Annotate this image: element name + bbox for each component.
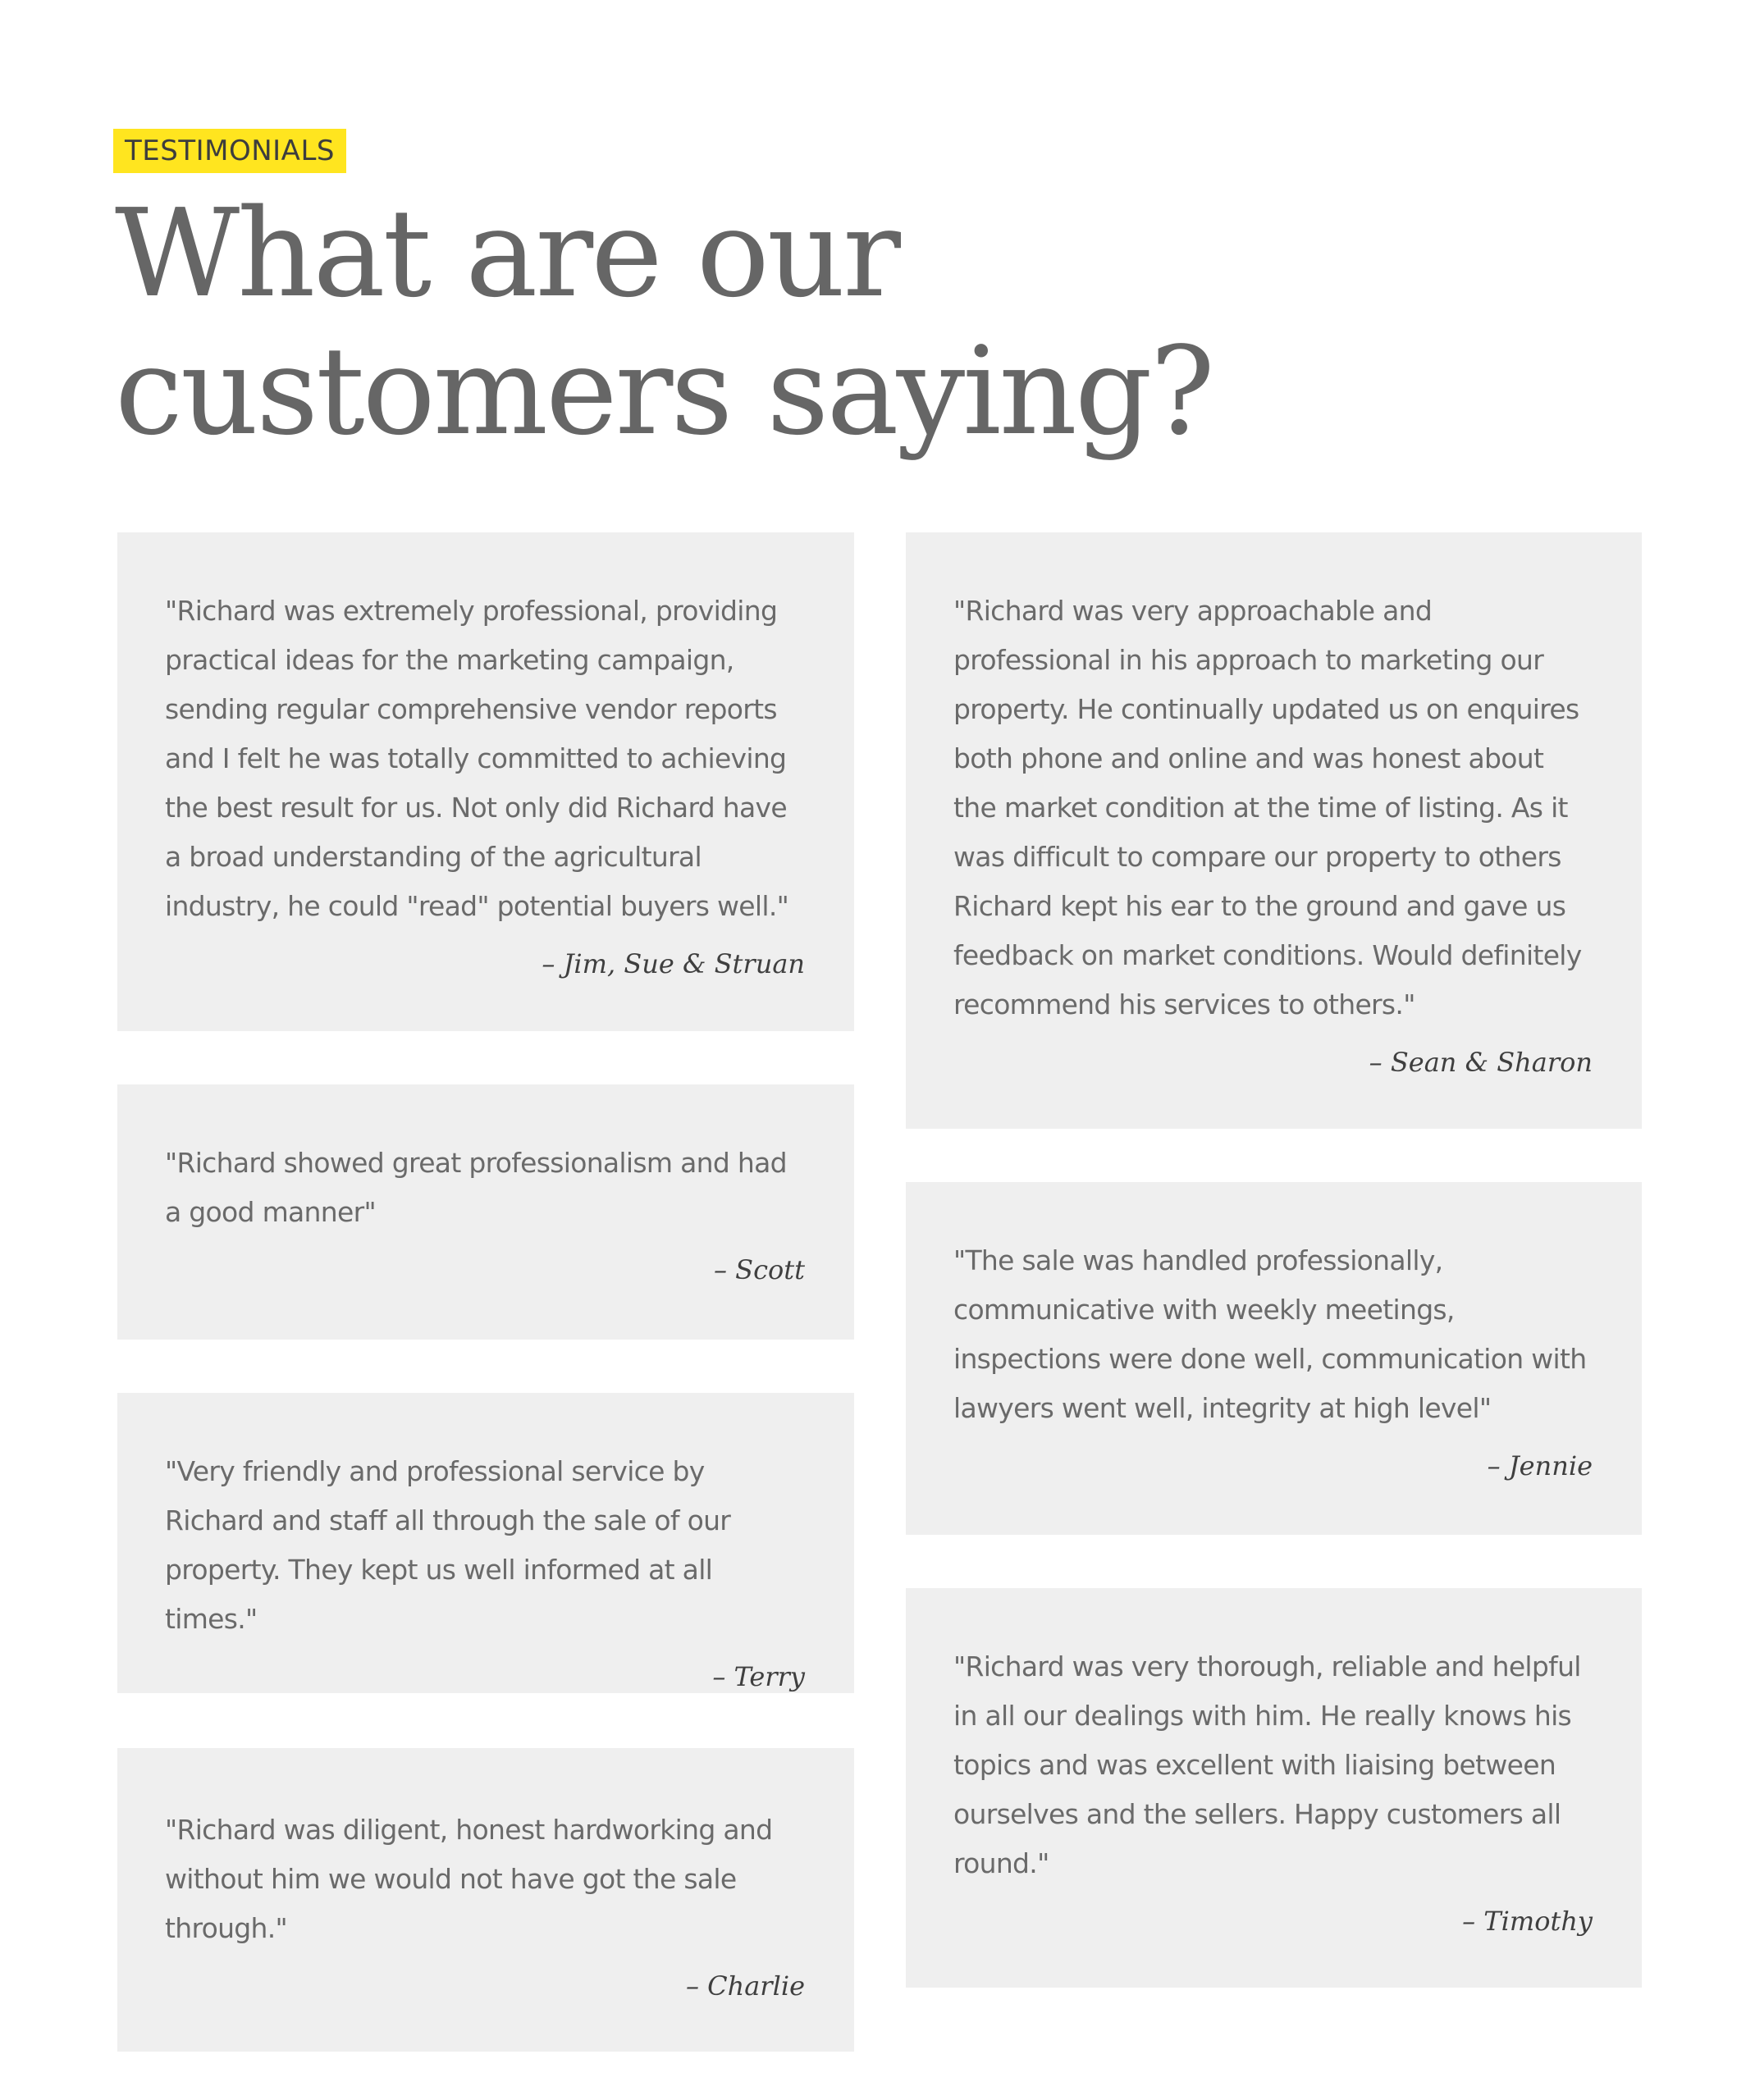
testimonial-author: – Scott: [714, 1254, 805, 1285]
testimonial-author: – Sean & Sharon: [1369, 1047, 1593, 1078]
testimonial-author: – Jennie: [1487, 1450, 1593, 1481]
testimonial-author: – Charlie: [685, 1970, 805, 2002]
testimonial-quote: "The sale was handled professionally, communicative with weekly meetings, inspections were done well, communication with lawyers went well, integrity at high level": [953, 1244, 1587, 1424]
testimonial-card: [117, 532, 854, 1031]
testimonial-quote: "Richard showed great professionalism and had a good manner": [165, 1147, 787, 1228]
page-title: [115, 185, 1510, 460]
testimonial-author: – Jim, Sue & Struan: [542, 948, 805, 979]
testimonial-card: [117, 1393, 854, 1693]
testimonial-quote: "Richard was diligent, honest hardworking and without him we would not have got the sale through.": [165, 1814, 773, 1944]
testimonial-card: [117, 1748, 854, 2052]
section-label: TESTIMONIALS: [113, 129, 346, 173]
testimonial-author: – Timothy: [1462, 1906, 1593, 1937]
testimonial-quote: "Richard was extremely professional, providing practical ideas for the marketing campaign, sending regular comprehensive vendor reports and I felt he was totally committed to achieving the best result for us. Not only did Richard have a broad understanding of the agricultural industry, he could "read" potential buyers well.": [165, 595, 789, 922]
page-title-line-1: What are our: [115, 183, 898, 324]
testimonial-card: [906, 1588, 1642, 1988]
testimonial-quote: "Richard was very thorough, reliable and helpful in all our dealings with him. He really knows his topics and was excellent with liaising between ourselves and the sellers. Happy customers all round.": [953, 1650, 1581, 1879]
testimonial-quote: "Very friendly and professional service by Richard and staff all through the sale of our property. They kept us well informed at all times.": [165, 1455, 731, 1635]
page-title-line-2: customers saying?: [115, 321, 1213, 462]
testimonial-quote: "Richard was very approachable and professional in his approach to marketing our property. He continually updated us on enquires both phone and online and was honest about the market condition at the time of listing. As it was difficult to compare our property to others Richard kept his ear to the ground and gave us feedback on market conditions. Would definitely recommend his services to others.": [953, 595, 1582, 1020]
testimonial-card: [117, 1084, 854, 1340]
testimonial-card: [906, 532, 1642, 1129]
testimonial-card: [906, 1182, 1642, 1535]
testimonial-author: – Terry: [712, 1661, 805, 1692]
